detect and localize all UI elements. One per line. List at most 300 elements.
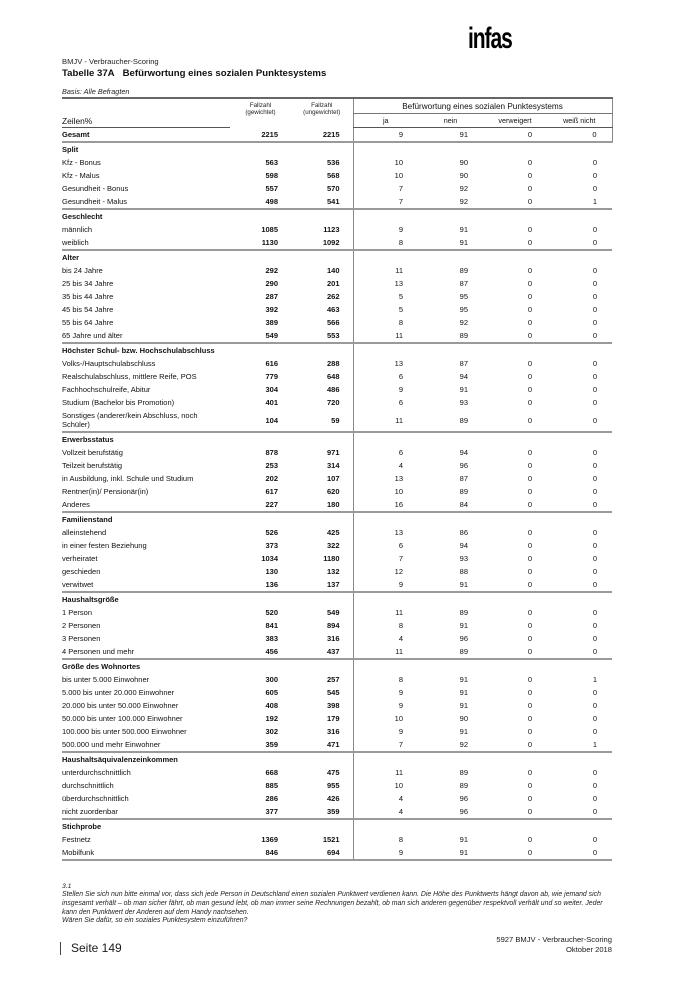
- row-label: 45 bis 54 Jahre: [62, 305, 114, 314]
- value-nein: 91: [459, 727, 468, 736]
- section-title: Größe des Wohnortes: [62, 659, 353, 673]
- value-weissnicht: 0: [592, 279, 598, 288]
- header-spacer: [62, 98, 230, 114]
- table-row: [62, 645, 612, 659]
- page-number: Seite 149: [71, 941, 122, 955]
- value-ja: 7: [353, 195, 418, 209]
- value-nein: 91: [459, 835, 468, 844]
- table-row: [62, 805, 612, 819]
- section-header-row: [62, 752, 612, 766]
- value-verweigert: 0: [527, 701, 532, 710]
- value-weissnicht: 0: [592, 835, 598, 844]
- table-row: [62, 316, 612, 329]
- value-nein: 87: [459, 474, 468, 483]
- value-verweigert: 0: [527, 448, 532, 457]
- value-verweigert: 0: [527, 528, 532, 537]
- value-ja: 10: [353, 485, 418, 498]
- value-ja: 9: [353, 725, 418, 738]
- value-nein: 95: [459, 292, 468, 301]
- value-ja: 6: [353, 539, 418, 552]
- table-number: Tabelle 37A: [62, 68, 115, 79]
- weighted-count: 104: [265, 415, 278, 425]
- unweighted-count: 536: [326, 158, 340, 167]
- row-label: 5.000 bis unter 20.000 Einwohner: [62, 688, 175, 697]
- value-weissnicht: 0: [592, 807, 598, 816]
- value-weissnicht: 0: [592, 474, 598, 483]
- row-label: 1 Person: [62, 608, 93, 617]
- table-row: [62, 738, 612, 752]
- weighted-count: 549: [265, 331, 278, 340]
- weighted-count: 1130: [261, 238, 278, 247]
- value-ja: 8: [353, 673, 418, 686]
- value-weissnicht: 0: [592, 359, 598, 368]
- weighted-count: 227: [265, 500, 278, 509]
- unweighted-count: 322: [326, 541, 340, 550]
- table-row: [62, 606, 612, 619]
- value-nein: 91: [459, 621, 468, 630]
- weighted-count: 130: [265, 567, 278, 576]
- unweighted-count: 288: [326, 359, 340, 368]
- unweighted-count: 2215: [322, 129, 340, 139]
- weighted-count: 290: [265, 279, 278, 288]
- row-label: Studium (Bachelor bis Promotion): [62, 398, 175, 407]
- value-nein: 93: [459, 398, 468, 407]
- value-nein: 91: [459, 701, 468, 710]
- row-label: 3 Personen: [62, 634, 101, 643]
- section-header-row: [62, 432, 612, 446]
- infas-logo: infas: [468, 22, 512, 55]
- row-label-header: Zeilen%: [62, 114, 230, 128]
- value-weissnicht: 1: [592, 197, 598, 206]
- weighted-count: 304: [265, 385, 278, 394]
- weighted-count: 1085: [261, 225, 278, 234]
- value-weissnicht: 0: [592, 372, 598, 381]
- unweighted-count: 314: [326, 461, 340, 470]
- value-verweigert: 0: [527, 461, 532, 470]
- value-ja: 16: [353, 498, 418, 512]
- value-weissnicht: 0: [592, 385, 598, 394]
- value-verweigert: 0: [527, 130, 532, 139]
- value-weissnicht: 0: [592, 305, 598, 314]
- value-ja: 8: [353, 236, 418, 250]
- statistics-table: [62, 97, 612, 861]
- value-verweigert: 0: [527, 807, 532, 816]
- unweighted-count: 720: [326, 398, 340, 407]
- value-nein: 91: [459, 675, 468, 684]
- unweighted-count: 568: [326, 171, 340, 180]
- unweighted-count: 971: [326, 448, 340, 457]
- weighted-count: 373: [265, 541, 278, 550]
- value-weissnicht: 0: [592, 184, 598, 193]
- value-ja: 7: [353, 738, 418, 752]
- table-row: [62, 264, 612, 277]
- unweighted-count: 1092: [322, 238, 340, 247]
- value-verweigert: 0: [527, 279, 532, 288]
- value-verweigert: 0: [527, 768, 532, 777]
- row-label: Vollzeit berufstätig: [62, 448, 123, 457]
- unweighted-count: 137: [326, 580, 340, 589]
- weighted-count: 192: [265, 714, 278, 723]
- table-row: [62, 565, 612, 578]
- table-row: [62, 673, 612, 686]
- table-row: [62, 686, 612, 699]
- table-row: [62, 699, 612, 712]
- unweighted-count: 1521: [322, 835, 340, 844]
- unweighted-count: 201: [326, 279, 340, 288]
- value-weissnicht: 0: [592, 171, 598, 180]
- value-verweigert: 0: [527, 474, 532, 483]
- value-weissnicht: 0: [592, 781, 598, 790]
- value-weissnicht: 0: [592, 500, 598, 509]
- row-label: 25 bis 34 Jahre: [62, 279, 114, 288]
- row-label: bis unter 5.000 Einwohner: [62, 675, 150, 684]
- table-row: [62, 169, 612, 182]
- value-ja: 11: [353, 766, 418, 779]
- value-verweigert: 0: [527, 266, 532, 275]
- table-name: Befürwortung eines sozialen Punktesystems: [122, 68, 327, 79]
- row-label: in einer festen Beziehung: [62, 541, 147, 550]
- table-row: [62, 290, 612, 303]
- table-row: [62, 632, 612, 645]
- table-row: [62, 485, 612, 498]
- table-row: [62, 446, 612, 459]
- unweighted-count: 955: [326, 781, 340, 790]
- doc-footer-project: 5927 BMJV - Verbraucher-Scoring: [496, 935, 612, 944]
- row-label: Fachhochschulreife, Abitur: [62, 385, 151, 394]
- unweighted-count: 549: [326, 608, 340, 617]
- value-verweigert: 0: [527, 621, 532, 630]
- unweighted-count: 179: [326, 714, 340, 723]
- value-verweigert: 0: [527, 331, 532, 340]
- value-weissnicht: 0: [592, 415, 598, 425]
- unweighted-count: 262: [326, 292, 340, 301]
- table-row: [62, 725, 612, 738]
- unweighted-count: 1123: [323, 225, 340, 234]
- section-spacer: [353, 432, 612, 446]
- value-verweigert: 0: [527, 487, 532, 496]
- row-label: Sonstiges (anderer/kein Abschluss, noch Schüler): [62, 411, 198, 429]
- value-verweigert: 0: [527, 727, 532, 736]
- value-ja: 6: [353, 370, 418, 383]
- section-header-row: [62, 343, 612, 357]
- weighted-count: 557: [265, 184, 278, 193]
- value-verweigert: 0: [527, 197, 532, 206]
- footnote-marker: 3.1: [62, 883, 72, 890]
- value-nein: 93: [459, 554, 468, 563]
- value-ja: 11: [353, 645, 418, 659]
- value-verweigert: 0: [527, 158, 532, 167]
- value-weissnicht: 0: [592, 608, 598, 617]
- value-nein: 88: [459, 567, 468, 576]
- value-verweigert: 0: [527, 647, 532, 656]
- unweighted-count: 545: [326, 688, 340, 697]
- value-nein: 89: [459, 608, 468, 617]
- row-label: Gesundheit - Malus: [62, 197, 128, 206]
- section-title: Split: [62, 142, 353, 156]
- footnote-block: [62, 883, 613, 926]
- value-nein: 92: [459, 184, 468, 193]
- unweighted-count: 107: [326, 474, 340, 483]
- section-spacer: [353, 209, 612, 223]
- value-ja: 13: [353, 357, 418, 370]
- weighted-count: 526: [265, 528, 278, 537]
- weighted-count: 616: [265, 359, 278, 368]
- value-ja: 9: [353, 223, 418, 236]
- value-ja: 10: [353, 779, 418, 792]
- row-label: unterdurchschnittlich: [62, 768, 131, 777]
- table-row: [62, 552, 612, 565]
- table-row: [62, 195, 612, 209]
- value-verweigert: 0: [527, 500, 532, 509]
- value-ja: 13: [353, 526, 418, 539]
- value-verweigert: 0: [527, 608, 532, 617]
- value-weissnicht: 0: [592, 634, 598, 643]
- footnote-text: Stellen Sie sich nun bitte einmal vor, dass sich jede Person in Deutschland einen sozialen Punktwert verdienen kann. Die Höhe des Punktwerts hängt davon ab, wie jemand sich insgesamt verhält – ob man sicher fährt, ob man gesund lebt, ob man immer seine Rechnungen bezahlt, ob man sich anderen gegenüber respektvoll verhält und so weiter. Jeder kann den Punktwert der Anderen auf dem Handy nachsehen.: [62, 891, 603, 916]
- value-weissnicht: 0: [592, 318, 598, 327]
- unweighted-count: 140: [326, 266, 340, 275]
- value-verweigert: 0: [527, 794, 532, 803]
- table-row: [62, 409, 612, 432]
- unweighted-count: 648: [326, 372, 340, 381]
- value-weissnicht: 0: [592, 266, 598, 275]
- value-verweigert: 0: [527, 318, 532, 327]
- row-label: 55 bis 64 Jahre: [62, 318, 114, 327]
- value-nein: 86: [459, 528, 468, 537]
- value-ja: 9: [353, 128, 418, 143]
- row-label: 2 Personen: [62, 621, 101, 630]
- table-row: [62, 539, 612, 552]
- value-ja: 4: [353, 805, 418, 819]
- unweighted-count: 620: [326, 487, 340, 496]
- unweighted-count: 894: [326, 621, 340, 630]
- weighted-count: 520: [265, 608, 278, 617]
- table-row: [62, 329, 612, 343]
- value-nein: 94: [459, 541, 468, 550]
- table-row: [62, 236, 612, 250]
- value-verweigert: 0: [527, 580, 532, 589]
- value-weissnicht: 0: [547, 128, 612, 143]
- value-weissnicht: 0: [592, 158, 598, 167]
- value-nein: 89: [459, 266, 468, 275]
- footnote-question: Wären Sie dafür, so ein soziales Punktesystem einzuführen?: [62, 917, 248, 925]
- unweighted-count: 471: [326, 740, 340, 749]
- weighted-count: 377: [265, 807, 278, 816]
- unweighted-count: 570: [326, 184, 340, 193]
- row-label: Teilzeit berufstätig: [62, 461, 123, 470]
- row-label: Kfz - Malus: [62, 171, 100, 180]
- row-label: alleinstehend: [62, 528, 107, 537]
- unweighted-count: 475: [326, 768, 340, 777]
- value-ja: 11: [353, 409, 418, 432]
- unweighted-count: 316: [326, 727, 340, 736]
- row-label: 500.000 und mehr Einwohner: [62, 740, 161, 749]
- value-weissnicht: 0: [592, 225, 598, 234]
- row-label: 65 Jahre und älter: [62, 331, 123, 340]
- value-nein: 96: [459, 794, 468, 803]
- value-nein: 89: [459, 487, 468, 496]
- table-row: [62, 383, 612, 396]
- value-ja: 5: [353, 303, 418, 316]
- table-row: [62, 712, 612, 725]
- col-header-weighted: Fallzahl (gewichtet): [245, 102, 276, 117]
- value-verweigert: 0: [527, 305, 532, 314]
- table-row: [62, 128, 612, 143]
- section-title: Stichprobe: [62, 819, 353, 833]
- value-verweigert: 0: [527, 385, 532, 394]
- value-ja: 11: [353, 264, 418, 277]
- value-ja: 8: [353, 316, 418, 329]
- table-row: [62, 156, 612, 169]
- basis-note: Basis: Alle Befragten: [62, 87, 130, 96]
- value-nein: 91: [459, 688, 468, 697]
- table-row: [62, 792, 612, 805]
- row-label: Rentner(in)/ Pensionär(in): [62, 487, 149, 496]
- value-weissnicht: 0: [592, 567, 598, 576]
- value-verweigert: 0: [527, 238, 532, 247]
- weighted-count: 302: [265, 727, 278, 736]
- value-ja: 12: [353, 565, 418, 578]
- value-weissnicht: 0: [592, 554, 598, 563]
- value-ja: 10: [353, 156, 418, 169]
- row-label: Mobilfunk: [62, 846, 230, 860]
- unweighted-count: 553: [326, 331, 340, 340]
- table-row: [62, 277, 612, 290]
- col-header-verweigert: verweigert: [483, 114, 547, 128]
- table-row: [62, 396, 612, 409]
- value-nein: 96: [459, 461, 468, 470]
- section-header-row: [62, 659, 612, 673]
- value-weissnicht: 0: [592, 541, 598, 550]
- value-verweigert: 0: [527, 359, 532, 368]
- value-nein: 96: [459, 807, 468, 816]
- value-nein: 91: [459, 385, 468, 394]
- section-title: Haushaltsäquivalenzeinkommen: [62, 752, 353, 766]
- value-weissnicht: 0: [592, 621, 598, 630]
- row-label: männlich: [62, 225, 93, 234]
- table-row: [62, 223, 612, 236]
- row-label: Anderes: [62, 500, 90, 509]
- value-verweigert: 0: [527, 292, 532, 301]
- unweighted-count: 694: [291, 846, 353, 860]
- value-ja: 11: [353, 329, 418, 343]
- row-label: 4 Personen und mehr: [62, 647, 135, 656]
- unweighted-count: 566: [326, 318, 340, 327]
- value-weissnicht: 0: [592, 580, 598, 589]
- weighted-count: 359: [265, 740, 278, 749]
- unweighted-count: 180: [326, 500, 340, 509]
- row-label: 35 bis 44 Jahre: [62, 292, 114, 301]
- value-weissnicht: 0: [592, 331, 598, 340]
- value-ja: 6: [353, 396, 418, 409]
- value-ja: 7: [353, 552, 418, 565]
- weighted-count: 253: [265, 461, 278, 470]
- section-header-row: [62, 250, 612, 264]
- value-weissnicht: 0: [592, 292, 598, 301]
- row-label: bis 24 Jahre: [62, 266, 103, 275]
- value-weissnicht: 0: [592, 727, 598, 736]
- table-row: [62, 846, 612, 860]
- section-spacer: [353, 592, 612, 606]
- value-weissnicht: 0: [592, 714, 598, 723]
- weighted-count: 841: [265, 621, 278, 630]
- weighted-count: 779: [265, 372, 278, 381]
- value-nein: 90: [459, 171, 468, 180]
- value-nein: 92: [459, 197, 468, 206]
- value-nein: 89: [459, 781, 468, 790]
- doc-footer: [496, 935, 612, 954]
- value-nein: 91: [418, 846, 483, 860]
- weighted-count: 300: [265, 675, 278, 684]
- unweighted-count: 1180: [323, 554, 340, 563]
- value-weissnicht: 0: [592, 701, 598, 710]
- value-ja: 11: [353, 606, 418, 619]
- weighted-count: 202: [265, 474, 278, 483]
- row-label: geschieden: [62, 567, 101, 576]
- row-label: 100.000 bis unter 500.000 Einwohner: [62, 727, 187, 736]
- section-title: Geschlecht: [62, 209, 353, 223]
- section-spacer: [353, 752, 612, 766]
- weighted-count: 846: [230, 846, 291, 860]
- col-header-weissnicht: weiß nicht: [547, 114, 612, 128]
- page-footer: [60, 941, 122, 955]
- section-spacer: [353, 659, 612, 673]
- table-row: [62, 459, 612, 472]
- row-label: Gesundheit - Bonus: [62, 184, 129, 193]
- weighted-count: 287: [265, 292, 278, 301]
- unweighted-count: 359: [326, 807, 340, 816]
- section-title: Erwerbsstatus: [62, 432, 353, 446]
- table-row: [62, 357, 612, 370]
- value-nein: 89: [459, 331, 468, 340]
- value-nein: 84: [459, 500, 468, 509]
- value-weissnicht: 0: [592, 398, 598, 407]
- value-verweigert: 0: [527, 554, 532, 563]
- value-nein: 92: [459, 740, 468, 749]
- unweighted-count: 425: [326, 528, 340, 537]
- weighted-count: 598: [265, 171, 278, 180]
- section-title: Haushaltsgröße: [62, 592, 353, 606]
- weighted-count: 392: [265, 305, 278, 314]
- value-ja: 4: [353, 459, 418, 472]
- value-verweigert: 0: [527, 835, 532, 844]
- value-weissnicht: 0: [592, 461, 598, 470]
- value-verweigert: 0: [527, 675, 532, 684]
- row-label: Realschulabschluss, mittlere Reife, POS: [62, 372, 197, 381]
- weighted-count: 885: [265, 781, 278, 790]
- weighted-count: 878: [265, 448, 278, 457]
- value-weissnicht: 0: [592, 448, 598, 457]
- row-label: 20.000 bis unter 50.000 Einwohner: [62, 701, 179, 710]
- table-row: [62, 766, 612, 779]
- weighted-count: 1369: [261, 835, 278, 844]
- value-nein: 91: [459, 580, 468, 589]
- col-header-unweighted: Fallzahl (ungewichtet): [303, 102, 341, 117]
- value-ja: 9: [353, 686, 418, 699]
- table-row: [62, 303, 612, 316]
- row-label: Volks-/Hauptschulabschluss: [62, 359, 156, 368]
- value-nein: 95: [459, 305, 468, 314]
- section-header-row: [62, 209, 612, 223]
- table-row: [62, 779, 612, 792]
- value-verweigert: 0: [527, 541, 532, 550]
- table-row: [62, 833, 612, 846]
- value-nein: 89: [459, 768, 468, 777]
- value-ja: 5: [353, 290, 418, 303]
- section-spacer: [353, 512, 612, 526]
- table-row: [62, 578, 612, 592]
- table-row: [62, 498, 612, 512]
- weighted-count: 456: [265, 647, 278, 656]
